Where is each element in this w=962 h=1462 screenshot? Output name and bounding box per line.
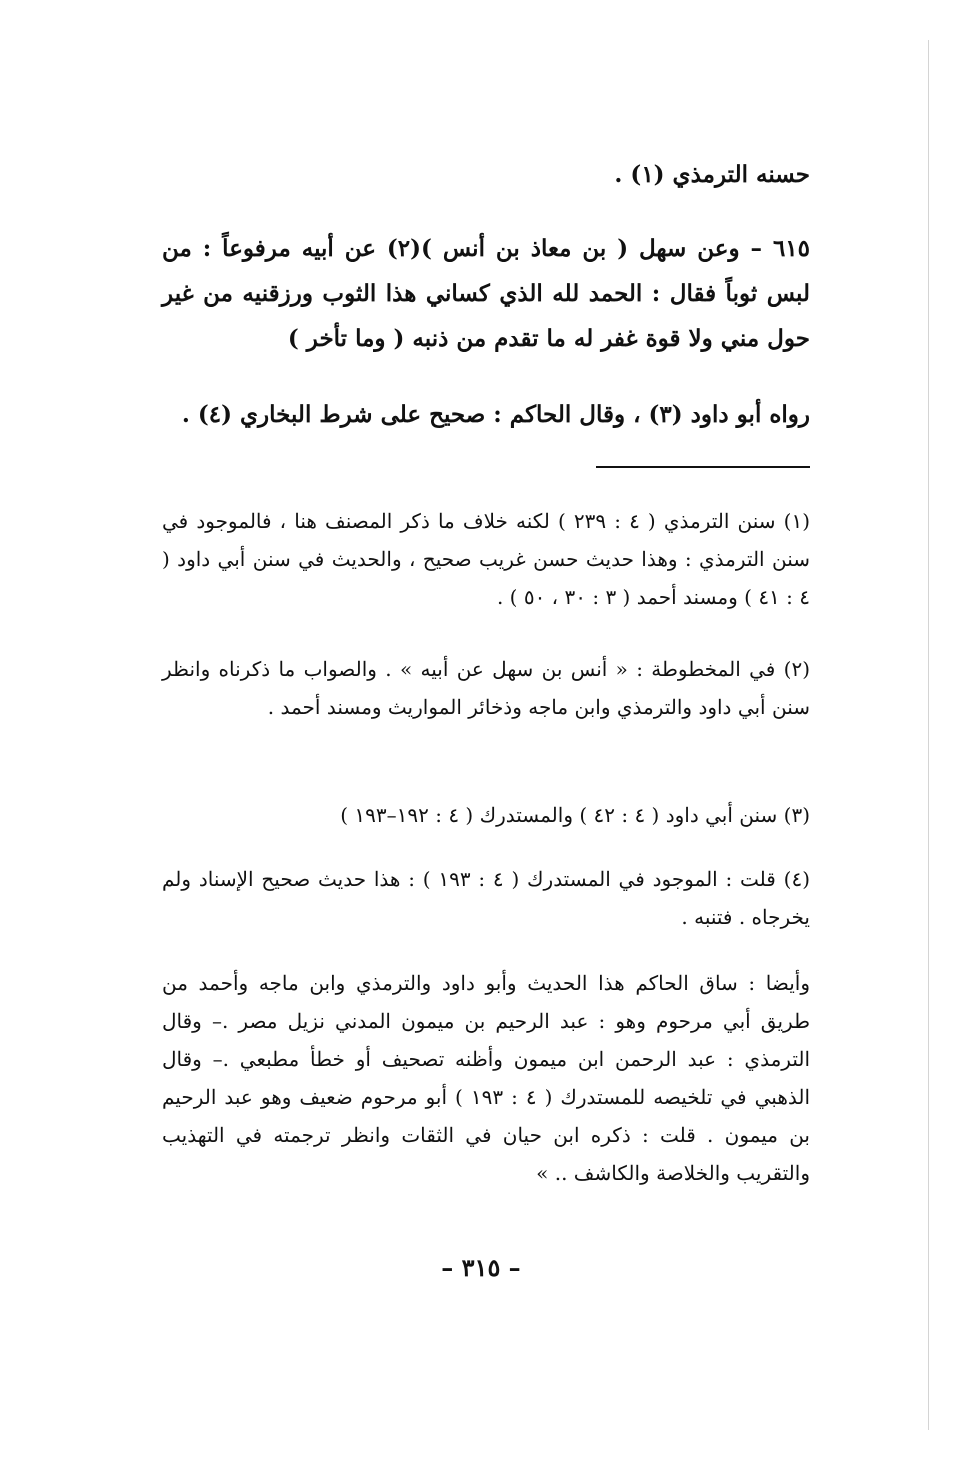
narration-paragraph: رواه أبو داود (٣) ، وقال الحاكم : صحيح على شرط البخاري (٤) . <box>181 401 810 428</box>
footnote-1: (١) سنن الترمذي ( ٤ : ٢٣٩ ) لكنه خلاف ما ذكر المصنف هنا ، فالموجود في سنن الترمذي : وهذا حديث حسن غريب صحيح ، والحديث في سنن أبي داود ( ٤ : ٤١ ) ومسند أحمد ( ٣ : ٣٠ ، ٥٠ ) . <box>162 509 810 609</box>
footnote-2: (٢) في المخطوطة : « أنس بن سهل عن أبيه » . والصواب ما ذكرناه وانظر سنن أبي داود والترمذي وابن ماجه وذخائر المواريث ومسند أحمد . <box>162 657 810 719</box>
hadith-paragraph: ٦١٥ – وعن سهل ( بن معاذ بن أنس )(٢) عن أبيه مرفوعاً : من لبس ثوباً فقال : الحمد لله الذي كساني هذا الثوب ورزقنيه من غير حول مني ولا قوة غفر له ما تقدم من ذنبه ( وما تأخر ) <box>162 235 810 352</box>
footnote-3: (٣) سنن أبي داود ( ٤ : ٤٢ ) والمستدرك ( ٤ : ١٩٢–١٩٣ ) <box>340 803 810 827</box>
page-edge-line <box>928 40 929 1430</box>
footnote-separator <box>596 466 810 468</box>
intro-paragraph: حسنه الترمذي (١) . <box>614 161 810 188</box>
page-number: – ٣١٥ – <box>441 1253 521 1282</box>
footnote-4: (٤) قلت : الموجود في المستدرك ( ٤ : ١٩٣ ) : هذا حديث صحيح الإسناد ولم يخرجاه . فتنبه . <box>162 867 811 929</box>
footnote-continuation: وأيضا : ساق الحاكم هذا الحديث وأبو داود والترمذي وابن ماجه وأحمد من طريق أبي مرحوم وهو : عبد الرحيم بن ميمون المدني نزيل مصر .– وقال الترمذي : عبد الرحمن ابن ميمون وأظنه تصحيف أو خطأ مطبعي .– وقال الذهبي في تلخيصه للمستدرك ( ٤ : ١٩٣ ) أبو مرحوم ضعيف وهو عبد الرحيم بن ميمون . قلت : ذكره ابن حيان في الثقات وانظر ترجمته في التهذيب والتقريب والخلاصة والكاشف .. » <box>162 971 811 1185</box>
